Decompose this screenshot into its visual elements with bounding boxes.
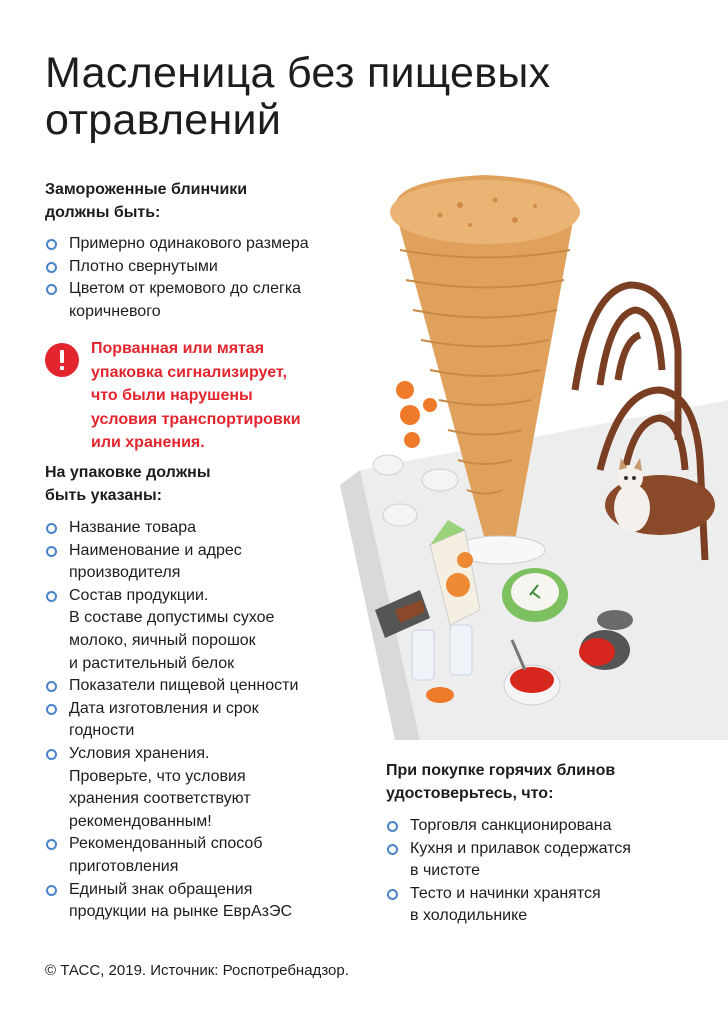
item-line: рекомендованным! <box>69 812 212 830</box>
list-item <box>386 815 631 838</box>
list-item <box>45 675 298 698</box>
package-section-heading <box>45 461 210 507</box>
item-line: Рекомендованный способ <box>69 835 263 853</box>
warning-text <box>91 337 301 455</box>
list-item <box>45 743 298 833</box>
bullet-circle-icon <box>387 889 398 900</box>
bullet-circle-icon <box>46 704 57 715</box>
list-item <box>45 256 309 279</box>
item-line: Состав продукции. <box>69 586 209 604</box>
list-item <box>45 879 298 924</box>
warning-line: или хранения. <box>91 434 205 452</box>
bullet-circle-icon <box>46 681 57 692</box>
heading-line: должны быть: <box>45 204 161 221</box>
list-item <box>386 838 631 883</box>
heading-line: быть указаны: <box>45 487 162 504</box>
pancake-stack-illustration <box>300 140 728 740</box>
bullet-circle-icon <box>46 523 57 534</box>
item-line: В составе допустимы сухое <box>69 609 275 627</box>
list-item <box>45 540 298 585</box>
top-pancake <box>390 180 580 244</box>
source-credit: © ТАСС, 2019. Источник: Роспотребнадзор. <box>45 962 349 979</box>
heading-line: Замороженные блинчики <box>45 181 248 198</box>
hot-pancakes-checklist <box>386 815 631 928</box>
item-line: молоко, яичный порошок <box>69 631 256 649</box>
item-line: приготовления <box>69 857 179 875</box>
title-line: Масленица без пищевых <box>45 49 551 97</box>
item-line: Тесто и начинки хранятся <box>410 884 601 902</box>
bullet-circle-icon <box>46 591 57 602</box>
item-line: годности <box>69 722 135 740</box>
item-line: Кухня и прилавок содержатся <box>410 839 631 857</box>
item-line: в холодильнике <box>410 907 528 925</box>
list-item <box>45 833 298 878</box>
exclamation-icon <box>45 343 79 377</box>
list-item <box>386 883 631 928</box>
heading-line: При покупке горячих блинов <box>386 762 616 779</box>
item-line: Дата изготовления и срок <box>69 699 259 717</box>
warning-line: условия транспортировки <box>91 410 301 428</box>
item-line: хранения соответствуют <box>69 790 251 808</box>
heading-line: На упаковке должны <box>45 464 211 481</box>
frozen-section-heading <box>45 178 247 224</box>
item-line: Торговля санкционирована <box>410 817 612 834</box>
item-line: Показатели пищевой ценности <box>69 677 299 695</box>
heading-line: удостоверьтесь, что: <box>386 785 554 802</box>
list-item <box>45 585 298 675</box>
item-line: Примерно одинакового размера <box>69 235 309 252</box>
item-line: производителя <box>69 564 181 582</box>
bullet-circle-icon <box>46 262 57 273</box>
title-line: отравлений <box>45 96 282 144</box>
package-requirements-list <box>45 517 298 924</box>
item-line: и растительный белок <box>69 654 235 672</box>
item-line: Плотно свернутыми <box>69 257 218 275</box>
bullet-circle-icon <box>46 839 57 850</box>
bullet-circle-icon <box>46 749 57 760</box>
warning-line: что были нарушены <box>91 387 253 405</box>
bullet-circle-icon <box>46 546 57 557</box>
bullet-circle-icon <box>46 239 57 250</box>
item-line: продукции на рынке ЕврАзЭС <box>69 903 292 921</box>
item-line: коричневого <box>69 302 161 320</box>
item-line: Название товара <box>69 519 197 536</box>
warning-line: упаковка сигнализирует, <box>91 363 287 381</box>
bullet-circle-icon <box>387 821 398 832</box>
item-line: Проверьте, что условия <box>69 767 246 785</box>
item-line: Единый знак обращения <box>69 880 253 898</box>
warning-line: Порванная или мятая <box>91 340 265 357</box>
item-line: Наименование и адрес <box>69 541 242 559</box>
sour-cream-bowl <box>502 568 568 622</box>
bullet-circle-icon <box>46 284 57 295</box>
item-line: в чистоте <box>410 862 480 880</box>
oranges <box>396 381 437 448</box>
list-item <box>45 233 309 256</box>
item-line: Условия хранения. <box>69 744 210 762</box>
frozen-requirements-list <box>45 233 309 323</box>
bullet-circle-icon <box>387 844 398 855</box>
page-title <box>45 50 625 144</box>
item-line: Цветом от кремового до слегка <box>69 280 302 298</box>
bullet-circle-icon <box>46 885 57 896</box>
list-item <box>45 517 298 540</box>
hot-section-heading <box>386 759 615 805</box>
list-item <box>45 278 309 323</box>
list-item <box>45 698 298 743</box>
